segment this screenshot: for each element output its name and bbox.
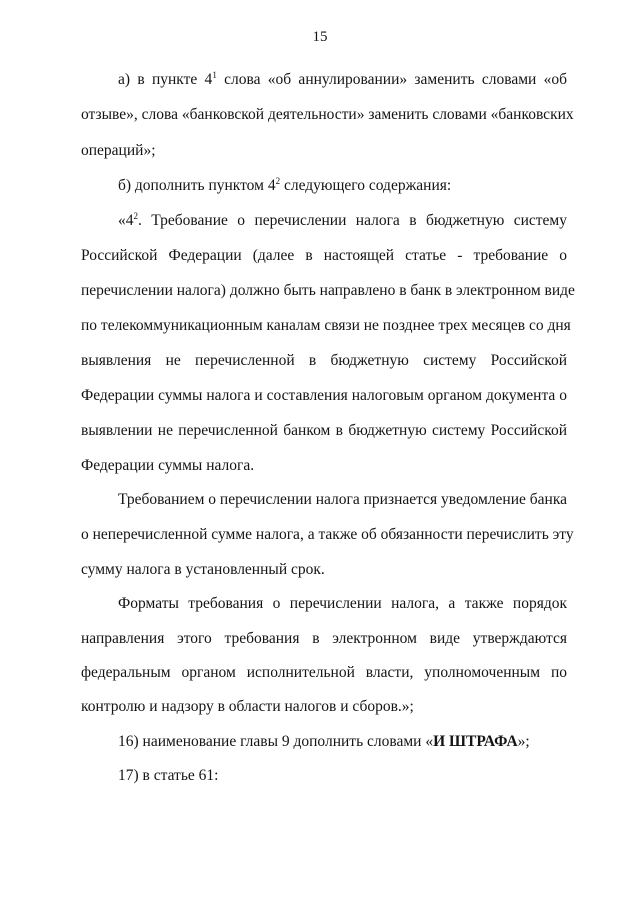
para-4-2-line-4: по телекоммуникационным каналам связи не позднее трех месяцев со дня	[81, 317, 571, 334]
para-4-2-line-8: Федерации суммы налога.	[81, 457, 255, 474]
para-formats-line-2: направления этого требования в электронном виде утверждаются	[81, 630, 567, 647]
page-number: 15	[312, 29, 328, 45]
para-4-2-line-6: Федерации суммы налога и составления налоговым органом документа о	[81, 387, 567, 404]
para-a-line-2: отзыве», слова «банковской деятельности» заменить словами «банковских	[81, 106, 574, 123]
item-17: 17) в статье 61:	[118, 767, 219, 784]
para-requirement-line-1: Требованием о перечислении налога признается уведомление банка	[118, 491, 567, 508]
para-requirement-line-3: сумму налога в установленный срок.	[81, 561, 325, 578]
para-requirement-line-2: о неперечисленной сумме налога, а также об обязанности перечислить эту	[81, 526, 574, 543]
item-16: 16) наименование главы 9 дополнить словами «И ШТРАФА»;	[118, 733, 530, 750]
para-4-2-line-3: перечислении налога) должно быть направлено в банк в электронном виде	[81, 282, 575, 299]
para-a-line-3: операций»;	[81, 142, 156, 159]
para-4-2-line-1: «$4^2$. Требование о перечислении налога в бюджетную систему	[118, 211, 567, 229]
para-a-line-1: а) в пункте $4^1$ слова «об аннулировании» заменить словами «об	[118, 70, 567, 88]
para-4-2-line-2: Российской Федерации (далее в настоящей статье - требование о	[81, 247, 567, 264]
para-formats-line-4: контролю и надзору в области налогов и сборов.»;	[81, 698, 414, 715]
item-16-bold: И ШТРАФА	[433, 733, 518, 750]
para-formats-line-3: федеральным органом исполнительной власти, уполномоченным по	[81, 664, 567, 681]
para-formats-line-1: Форматы требования о перечислении налога, а также порядок	[118, 595, 567, 612]
para-4-2-line-7: выявлении не перечисленной банком в бюджетную систему Российской	[81, 422, 567, 439]
para-b: б) дополнить пунктом $4^2$ следующего содержания:	[118, 176, 452, 194]
para-4-2-line-5: выявления не перечисленной в бюджетную систему Российской	[81, 352, 567, 369]
